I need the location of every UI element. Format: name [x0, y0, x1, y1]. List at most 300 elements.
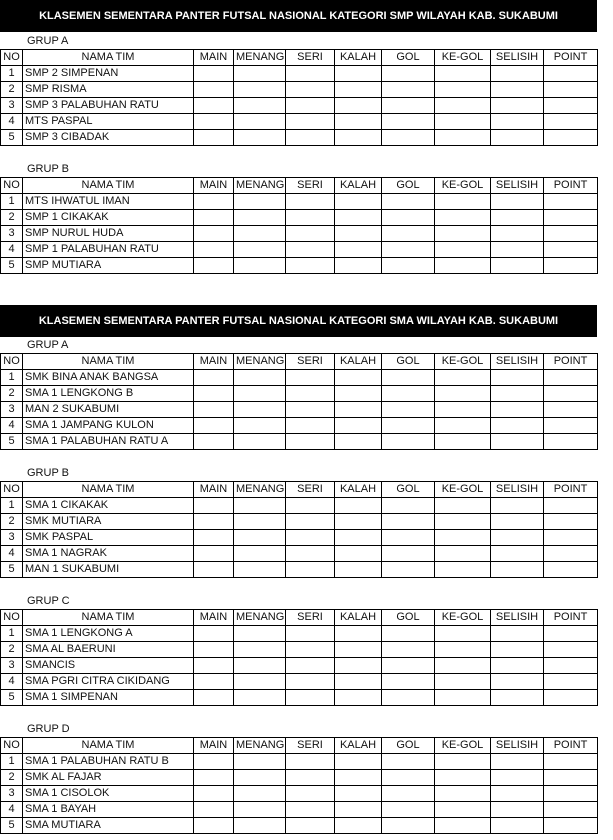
header-point: POINT [544, 354, 598, 370]
sma-group-c-label: GRUP C [27, 595, 70, 607]
kalah-cell [335, 402, 382, 418]
kalah-cell [335, 226, 382, 242]
team-number: 3 [1, 226, 23, 242]
team-name: SMP 3 CIBADAK [23, 130, 194, 146]
team-number: 5 [1, 130, 23, 146]
ke-gol-cell [435, 674, 491, 690]
gol-cell [382, 562, 435, 578]
point-cell [544, 66, 598, 82]
main-cell [194, 242, 234, 258]
header-ke-gol: KE-GOL [435, 738, 491, 754]
ke-gol-cell [435, 210, 491, 226]
header-gol: GOL [382, 50, 435, 66]
selisih-cell [491, 562, 544, 578]
gol-cell [382, 546, 435, 562]
team-name: SMA 1 JAMPANG KULON [23, 418, 194, 434]
table-row [1, 370, 598, 386]
seri-cell [286, 770, 335, 786]
point-cell [544, 114, 598, 130]
kalah-cell [335, 530, 382, 546]
ke-gol-cell [435, 530, 491, 546]
team-number: 5 [1, 434, 23, 450]
header-nama-tim: NAMA TIM [23, 738, 194, 754]
header-row [1, 482, 598, 498]
team-name: SMK PASPAL [23, 530, 194, 546]
header-ke-gol: KE-GOL [435, 178, 491, 194]
seri-cell [286, 210, 335, 226]
team-name: SMA 1 SIMPENAN [23, 690, 194, 706]
table-row [1, 802, 598, 818]
gol-cell [382, 498, 435, 514]
header-main: MAIN [194, 610, 234, 626]
seri-cell [286, 786, 335, 802]
team-number: 1 [1, 754, 23, 770]
header-selisih: SELISIH [491, 482, 544, 498]
ke-gol-cell [435, 642, 491, 658]
seri-cell [286, 386, 335, 402]
team-number: 2 [1, 770, 23, 786]
menang-cell [234, 98, 286, 114]
menang-cell [234, 66, 286, 82]
menang-cell [234, 658, 286, 674]
selisih-cell [491, 242, 544, 258]
header-seri: SERI [286, 738, 335, 754]
gol-cell [382, 98, 435, 114]
team-number: 4 [1, 418, 23, 434]
sma-group-b-table [0, 481, 598, 578]
header-main: MAIN [194, 354, 234, 370]
team-number: 1 [1, 626, 23, 642]
main-cell [194, 754, 234, 770]
kalah-cell [335, 98, 382, 114]
point-cell [544, 690, 598, 706]
main-cell [194, 386, 234, 402]
menang-cell [234, 562, 286, 578]
selisih-cell [491, 498, 544, 514]
ke-gol-cell [435, 786, 491, 802]
kalah-cell [335, 658, 382, 674]
header-nama-tim: NAMA TIM [23, 354, 194, 370]
point-cell [544, 674, 598, 690]
main-cell [194, 786, 234, 802]
table-row [1, 786, 598, 802]
seri-cell [286, 194, 335, 210]
header-row [1, 354, 598, 370]
header-kalah: KALAH [335, 482, 382, 498]
team-number: 4 [1, 674, 23, 690]
header-kalah: KALAH [335, 178, 382, 194]
seri-cell [286, 690, 335, 706]
table-row [1, 562, 598, 578]
menang-cell [234, 210, 286, 226]
team-name: SMP 2 SIMPENAN [23, 66, 194, 82]
selisih-cell [491, 258, 544, 274]
menang-cell [234, 626, 286, 642]
selisih-cell [491, 530, 544, 546]
header-selisih: SELISIH [491, 178, 544, 194]
seri-cell [286, 114, 335, 130]
main-cell [194, 258, 234, 274]
ke-gol-cell [435, 418, 491, 434]
header-ke-gol: KE-GOL [435, 50, 491, 66]
header-nama-tim: NAMA TIM [23, 178, 194, 194]
team-name: SMP NURUL HUDA [23, 226, 194, 242]
ke-gol-cell [435, 370, 491, 386]
header-seri: SERI [286, 178, 335, 194]
gol-cell [382, 258, 435, 274]
header-seri: SERI [286, 354, 335, 370]
header-point: POINT [544, 482, 598, 498]
team-number: 5 [1, 562, 23, 578]
main-cell [194, 642, 234, 658]
gol-cell [382, 754, 435, 770]
menang-cell [234, 498, 286, 514]
team-name: SMP MUTIARA [23, 258, 194, 274]
table-row [1, 626, 598, 642]
header-menang: MENANG [234, 354, 286, 370]
point-cell [544, 210, 598, 226]
table-row [1, 210, 598, 226]
table-row [1, 386, 598, 402]
header-ke-gol: KE-GOL [435, 354, 491, 370]
gol-cell [382, 66, 435, 82]
menang-cell [234, 674, 286, 690]
team-name: MAN 2 SUKABUMI [23, 402, 194, 418]
gol-cell [382, 370, 435, 386]
seri-cell [286, 226, 335, 242]
main-cell [194, 770, 234, 786]
table-row [1, 194, 598, 210]
selisih-cell [491, 626, 544, 642]
header-row [1, 738, 598, 754]
seri-cell [286, 514, 335, 530]
team-name: SMA AL BAERUNI [23, 642, 194, 658]
point-cell [544, 498, 598, 514]
ke-gol-cell [435, 434, 491, 450]
ke-gol-cell [435, 226, 491, 242]
team-number: 2 [1, 642, 23, 658]
selisih-cell [491, 674, 544, 690]
header-ke-gol: KE-GOL [435, 482, 491, 498]
header-point: POINT [544, 610, 598, 626]
seri-cell [286, 754, 335, 770]
selisih-cell [491, 802, 544, 818]
table-row [1, 82, 598, 98]
ke-gol-cell [435, 818, 491, 834]
team-name: SMP 1 CIKAKAK [23, 210, 194, 226]
header-kalah: KALAH [335, 738, 382, 754]
kalah-cell [335, 754, 382, 770]
point-cell [544, 802, 598, 818]
menang-cell [234, 370, 286, 386]
seri-cell [286, 562, 335, 578]
kalah-cell [335, 818, 382, 834]
menang-cell [234, 386, 286, 402]
point-cell [544, 546, 598, 562]
ke-gol-cell [435, 242, 491, 258]
table-row [1, 498, 598, 514]
menang-cell [234, 786, 286, 802]
kalah-cell [335, 690, 382, 706]
seri-cell [286, 370, 335, 386]
menang-cell [234, 402, 286, 418]
ke-gol-cell [435, 82, 491, 98]
header-selisih: SELISIH [491, 354, 544, 370]
header-no: NO [1, 354, 23, 370]
gol-cell [382, 626, 435, 642]
header-kalah: KALAH [335, 610, 382, 626]
menang-cell [234, 194, 286, 210]
ke-gol-cell [435, 498, 491, 514]
team-number: 1 [1, 498, 23, 514]
main-cell [194, 562, 234, 578]
ke-gol-cell [435, 658, 491, 674]
kalah-cell [335, 514, 382, 530]
selisih-cell [491, 66, 544, 82]
sma-group-a-table [0, 353, 598, 450]
main-cell [194, 674, 234, 690]
selisih-cell [491, 386, 544, 402]
gol-cell [382, 770, 435, 786]
header-kalah: KALAH [335, 354, 382, 370]
seri-cell [286, 418, 335, 434]
main-cell [194, 194, 234, 210]
selisih-cell [491, 210, 544, 226]
ke-gol-cell [435, 802, 491, 818]
team-name: SMA 1 LENGKONG A [23, 626, 194, 642]
table-row [1, 818, 598, 834]
ke-gol-cell [435, 562, 491, 578]
selisih-cell [491, 434, 544, 450]
point-cell [544, 242, 598, 258]
header-menang: MENANG [234, 50, 286, 66]
team-number: 2 [1, 210, 23, 226]
header-point: POINT [544, 178, 598, 194]
ke-gol-cell [435, 546, 491, 562]
header-main: MAIN [194, 178, 234, 194]
point-cell [544, 194, 598, 210]
kalah-cell [335, 498, 382, 514]
team-number: 5 [1, 818, 23, 834]
menang-cell [234, 242, 286, 258]
header-nama-tim: NAMA TIM [23, 610, 194, 626]
point-cell [544, 530, 598, 546]
sma-title-bar: KLASEMEN SEMENTARA PANTER FUTSAL NASIONAL KATEGORI SMA WILAYAH KAB. SUKABUMI [0, 305, 597, 337]
selisih-cell [491, 194, 544, 210]
gol-cell [382, 802, 435, 818]
ke-gol-cell [435, 130, 491, 146]
selisih-cell [491, 370, 544, 386]
header-point: POINT [544, 738, 598, 754]
selisih-cell [491, 818, 544, 834]
table-row [1, 258, 598, 274]
gol-cell [382, 210, 435, 226]
kalah-cell [335, 114, 382, 130]
team-name: SMA 1 CIKAKAK [23, 498, 194, 514]
kalah-cell [335, 802, 382, 818]
gol-cell [382, 530, 435, 546]
header-gol: GOL [382, 738, 435, 754]
header-no: NO [1, 178, 23, 194]
point-cell [544, 770, 598, 786]
header-row [1, 178, 598, 194]
kalah-cell [335, 386, 382, 402]
point-cell [544, 130, 598, 146]
selisih-cell [491, 130, 544, 146]
table-row [1, 418, 598, 434]
kalah-cell [335, 674, 382, 690]
sma-group-d-label: GRUP D [27, 723, 70, 735]
menang-cell [234, 130, 286, 146]
menang-cell [234, 114, 286, 130]
gol-cell [382, 386, 435, 402]
main-cell [194, 98, 234, 114]
gol-cell [382, 402, 435, 418]
point-cell [544, 514, 598, 530]
menang-cell [234, 418, 286, 434]
table-row [1, 754, 598, 770]
sma-group-a-label: GRUP A [27, 339, 69, 351]
menang-cell [234, 82, 286, 98]
main-cell [194, 370, 234, 386]
team-number: 5 [1, 258, 23, 274]
gol-cell [382, 194, 435, 210]
header-menang: MENANG [234, 610, 286, 626]
team-number: 4 [1, 802, 23, 818]
seri-cell [286, 530, 335, 546]
header-row [1, 610, 598, 626]
kalah-cell [335, 210, 382, 226]
menang-cell [234, 514, 286, 530]
seri-cell [286, 130, 335, 146]
table-row [1, 402, 598, 418]
point-cell [544, 226, 598, 242]
menang-cell [234, 258, 286, 274]
seri-cell [286, 66, 335, 82]
header-row [1, 50, 598, 66]
ke-gol-cell [435, 386, 491, 402]
header-selisih: SELISIH [491, 610, 544, 626]
point-cell [544, 386, 598, 402]
point-cell [544, 418, 598, 434]
header-no: NO [1, 610, 23, 626]
kalah-cell [335, 242, 382, 258]
kalah-cell [335, 546, 382, 562]
seri-cell [286, 98, 335, 114]
team-number: 4 [1, 242, 23, 258]
team-number: 1 [1, 370, 23, 386]
table-row [1, 546, 598, 562]
header-seri: SERI [286, 50, 335, 66]
seri-cell [286, 434, 335, 450]
kalah-cell [335, 786, 382, 802]
header-menang: MENANG [234, 738, 286, 754]
team-number: 1 [1, 194, 23, 210]
main-cell [194, 130, 234, 146]
table-row [1, 674, 598, 690]
main-cell [194, 418, 234, 434]
menang-cell [234, 642, 286, 658]
seri-cell [286, 626, 335, 642]
seri-cell [286, 498, 335, 514]
kalah-cell [335, 82, 382, 98]
header-seri: SERI [286, 482, 335, 498]
point-cell [544, 786, 598, 802]
gol-cell [382, 226, 435, 242]
team-name: MTS PASPAL [23, 114, 194, 130]
menang-cell [234, 818, 286, 834]
seri-cell [286, 642, 335, 658]
main-cell [194, 530, 234, 546]
menang-cell [234, 802, 286, 818]
header-main: MAIN [194, 482, 234, 498]
team-name: SMP RISMA [23, 82, 194, 98]
team-name: SMANCIS [23, 658, 194, 674]
table-row [1, 242, 598, 258]
team-number: 3 [1, 786, 23, 802]
main-cell [194, 818, 234, 834]
point-cell [544, 626, 598, 642]
selisih-cell [491, 226, 544, 242]
table-row [1, 770, 598, 786]
team-name: SMA 1 PALABUHAN RATU A [23, 434, 194, 450]
smp-group-a-label: GRUP A [27, 35, 69, 47]
point-cell [544, 258, 598, 274]
header-seri: SERI [286, 610, 335, 626]
table-row [1, 98, 598, 114]
ke-gol-cell [435, 770, 491, 786]
gol-cell [382, 674, 435, 690]
kalah-cell [335, 130, 382, 146]
menang-cell [234, 754, 286, 770]
header-no: NO [1, 738, 23, 754]
kalah-cell [335, 434, 382, 450]
table-row [1, 658, 598, 674]
selisih-cell [491, 642, 544, 658]
gol-cell [382, 242, 435, 258]
team-number: 3 [1, 658, 23, 674]
point-cell [544, 562, 598, 578]
menang-cell [234, 770, 286, 786]
ke-gol-cell [435, 114, 491, 130]
menang-cell [234, 226, 286, 242]
seri-cell [286, 242, 335, 258]
team-name: MTS IHWATUL IMAN [23, 194, 194, 210]
selisih-cell [491, 98, 544, 114]
point-cell [544, 402, 598, 418]
team-name: SMA 1 PALABUHAN RATU B [23, 754, 194, 770]
team-number: 2 [1, 386, 23, 402]
gol-cell [382, 130, 435, 146]
selisih-cell [491, 402, 544, 418]
team-name: SMP 1 PALABUHAN RATU [23, 242, 194, 258]
header-gol: GOL [382, 482, 435, 498]
main-cell [194, 514, 234, 530]
header-gol: GOL [382, 178, 435, 194]
point-cell [544, 642, 598, 658]
sma-group-b-label: GRUP B [27, 467, 69, 479]
ke-gol-cell [435, 514, 491, 530]
team-name: MAN 1 SUKABUMI [23, 562, 194, 578]
ke-gol-cell [435, 194, 491, 210]
kalah-cell [335, 562, 382, 578]
selisih-cell [491, 786, 544, 802]
ke-gol-cell [435, 690, 491, 706]
team-number: 2 [1, 514, 23, 530]
point-cell [544, 658, 598, 674]
team-name: SMA MUTIARA [23, 818, 194, 834]
selisih-cell [491, 546, 544, 562]
